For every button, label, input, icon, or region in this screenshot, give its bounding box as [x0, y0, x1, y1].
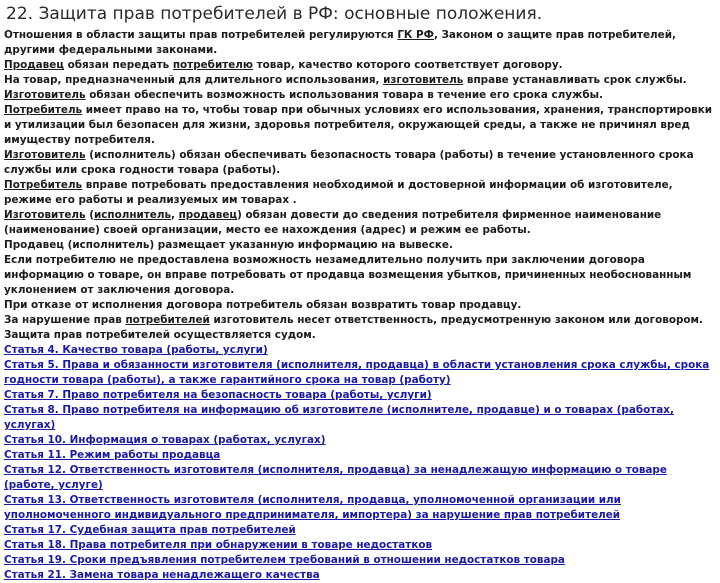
paragraph-info-duty	[4, 208, 716, 238]
paragraph-return: При отказе от исполнения договора потребитель обязан возвратить товар продавцу.	[4, 299, 522, 311]
slide-content	[4, 28, 716, 583]
article-link-5[interactable]: Статья 5. Права и обязанности изготовителя (исполнителя, продавца) в области установления срока службы, срока годности товара (работы), а также гарантийного срока на товар (работу)	[4, 359, 710, 386]
article-link-11[interactable]: Статья 11. Режим работы продавца	[4, 449, 221, 461]
gk-rf-link[interactable]: ГК РФ	[397, 29, 434, 41]
text: обязан передать	[64, 59, 173, 71]
term-consumer: Потребитель	[4, 179, 83, 191]
article-link-10[interactable]: Статья 10. Информация о товарах (работах, услугах)	[4, 434, 326, 446]
text: изготовитель несет ответственность, предусмотренную законом или договором.	[209, 314, 703, 326]
term-executor: исполнитель	[93, 209, 172, 221]
term-consumers: потребителей	[125, 314, 210, 326]
text: ,	[171, 209, 179, 221]
term-manufacturer: изготовитель	[383, 74, 464, 86]
text: (	[85, 209, 94, 221]
article-link-8[interactable]: Статья 8. Право потребителя на информацию об изготовителе (исполнителе, продавце) и о товарах (работах, услугах)	[4, 404, 674, 431]
paragraph-signboard: Продавец (исполнитель) размещает указанную информацию на вывеске.	[4, 239, 453, 251]
article-link-7[interactable]: Статья 7. Право потребителя на безопасность товара (работы, услуги)	[4, 389, 432, 401]
article-link-17[interactable]: Статья 17. Судебная защита прав потребителей	[4, 524, 296, 536]
article-link-19[interactable]: Статья 19. Сроки предъявления потребителем требований в отношении недостатков товара	[4, 554, 565, 566]
paragraph-safety-duty	[4, 148, 716, 178]
text: На товар, предназначенный для длительного использования,	[4, 74, 384, 86]
text: обязан обеспечить возможность использования товара в течение его срока службы.	[85, 89, 603, 101]
text: За нарушение прав	[4, 314, 126, 326]
term-consumer: потребителю	[172, 59, 254, 71]
slide-title: 22. Защита прав потребителей в РФ: основные положения.	[6, 4, 543, 24]
paragraph-court: Защита прав потребителей осуществляется судом.	[4, 329, 316, 341]
term-manufacturer: Изготовитель	[4, 149, 86, 161]
article-link-18[interactable]: Статья 18. Права потребителя при обнаружении в товаре недостатков	[4, 539, 433, 551]
article-link-12[interactable]: Статья 12. Ответственность изготовителя (исполнителя, продавца) за ненадлежащую информацию о товаре (работе, услуге)	[4, 464, 667, 491]
term-manufacturer: Изготовитель	[4, 209, 86, 221]
paragraph-manufacturer-duty	[4, 88, 716, 103]
article-link-13[interactable]: Статья 13. Ответственность изготовителя (исполнителя, продавца, уполномоченной организации или уполномоченного индивидуального предпринимателя, импортера) за нарушение прав потребителей	[4, 494, 621, 521]
text: ) обязан довести до сведения потребителя фирменное наименование (наименование) своей организации, место ее нахождения (адрес) и режим ее работы.	[4, 209, 662, 236]
paragraph-liability	[4, 313, 716, 328]
text: товар, качество которого соответствует договору.	[253, 59, 563, 71]
text: имеет право на то, чтобы товар при обычных условиях его использования, хранения, транспортировки и утилизации был безопасен для жизни, здоровья потребителя, окружающей среды, а также не причинял вред имуществу потребителя.	[4, 104, 713, 146]
text: (исполнитель) обязан обеспечивать безопасность товара (работы) в течение установленного срока службы или срока годности товара (работы).	[4, 149, 694, 176]
paragraph-info-right	[4, 178, 716, 208]
article-link-4[interactable]: Статья 4. Качество товара (работы, услуги)	[4, 344, 268, 356]
paragraph-seller-duty	[4, 58, 716, 73]
paragraph-safety-right	[4, 103, 716, 148]
paragraph-service-life	[4, 73, 716, 88]
term-seller: продавец	[178, 209, 238, 221]
text: Отношения в области защиты прав потребителей регулируются	[4, 29, 398, 41]
text: вправе потребовать предоставления необходимой и достоверной информации об изготовителе, режиме его работы и реализуемых им товарах .	[4, 179, 673, 206]
term-consumer: Потребитель	[4, 104, 83, 116]
article-link-21[interactable]: Статья 21. Замена товара ненадлежащего качества	[4, 569, 320, 581]
article-links-list	[4, 343, 716, 583]
term-manufacturer: Изготовитель	[4, 89, 86, 101]
text: , Законом о защите прав потребителей, другими федеральными законами.	[4, 29, 676, 56]
term-seller: Продавец	[4, 59, 64, 71]
text: вправе устанавливать срок службы.	[463, 74, 687, 86]
paragraph-damages: Если потребителю не предоставлена возможность незамедлительно получить при заключении договора информацию о товаре, он вправе потребовать от продавца возмещения убытков, причиненных необоснованным уклонением от заключения договора.	[4, 254, 692, 296]
paragraph-regulation	[4, 28, 716, 58]
